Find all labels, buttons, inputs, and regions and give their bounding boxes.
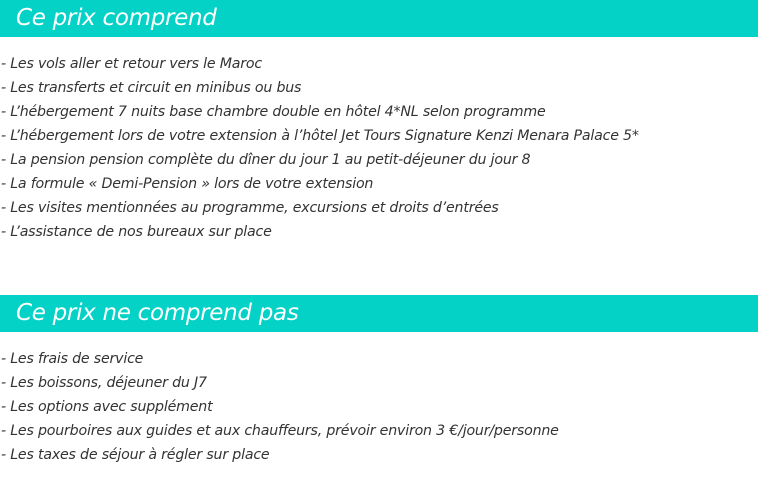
list-item: - Les transferts et circuit en minibus ou bus xyxy=(1,80,302,96)
list-item: - Les taxes de séjour à régler sur place xyxy=(1,447,270,463)
excluded-section-header xyxy=(0,295,758,332)
list-item: - L’assistance de nos bureaux sur place xyxy=(1,224,272,240)
list-item: - Les frais de service xyxy=(1,351,144,367)
included-items-list xyxy=(1,52,639,244)
list-item: - Les pourboires aux guides et aux chauffeurs, prévoir environ 3 €/jour/personne xyxy=(1,423,559,439)
included-section-title: Ce prix comprend xyxy=(16,5,217,31)
excluded-section-title: Ce prix ne comprend pas xyxy=(16,300,299,326)
list-item: - L’hébergement 7 nuits base chambre double en hôtel 4*NL selon programme xyxy=(1,104,546,120)
list-item: - La pension pension complète du dîner du jour 1 au petit-déjeuner du jour 8 xyxy=(1,152,531,168)
list-item: - Les vols aller et retour vers le Maroc xyxy=(1,56,262,72)
list-item: - Les options avec supplément xyxy=(1,399,213,415)
excluded-items-list xyxy=(1,347,559,467)
included-section-header xyxy=(0,0,758,37)
list-item: - L’hébergement lors de votre extension à l’hôtel Jet Tours Signature Kenzi Menara Palace 5* xyxy=(1,128,639,144)
list-item: - La formule « Demi-Pension » lors de votre extension xyxy=(1,176,374,192)
list-item: - Les visites mentionnées au programme, excursions et droits d’entrées xyxy=(1,200,499,216)
list-item: - Les boissons, déjeuner du J7 xyxy=(1,375,207,391)
